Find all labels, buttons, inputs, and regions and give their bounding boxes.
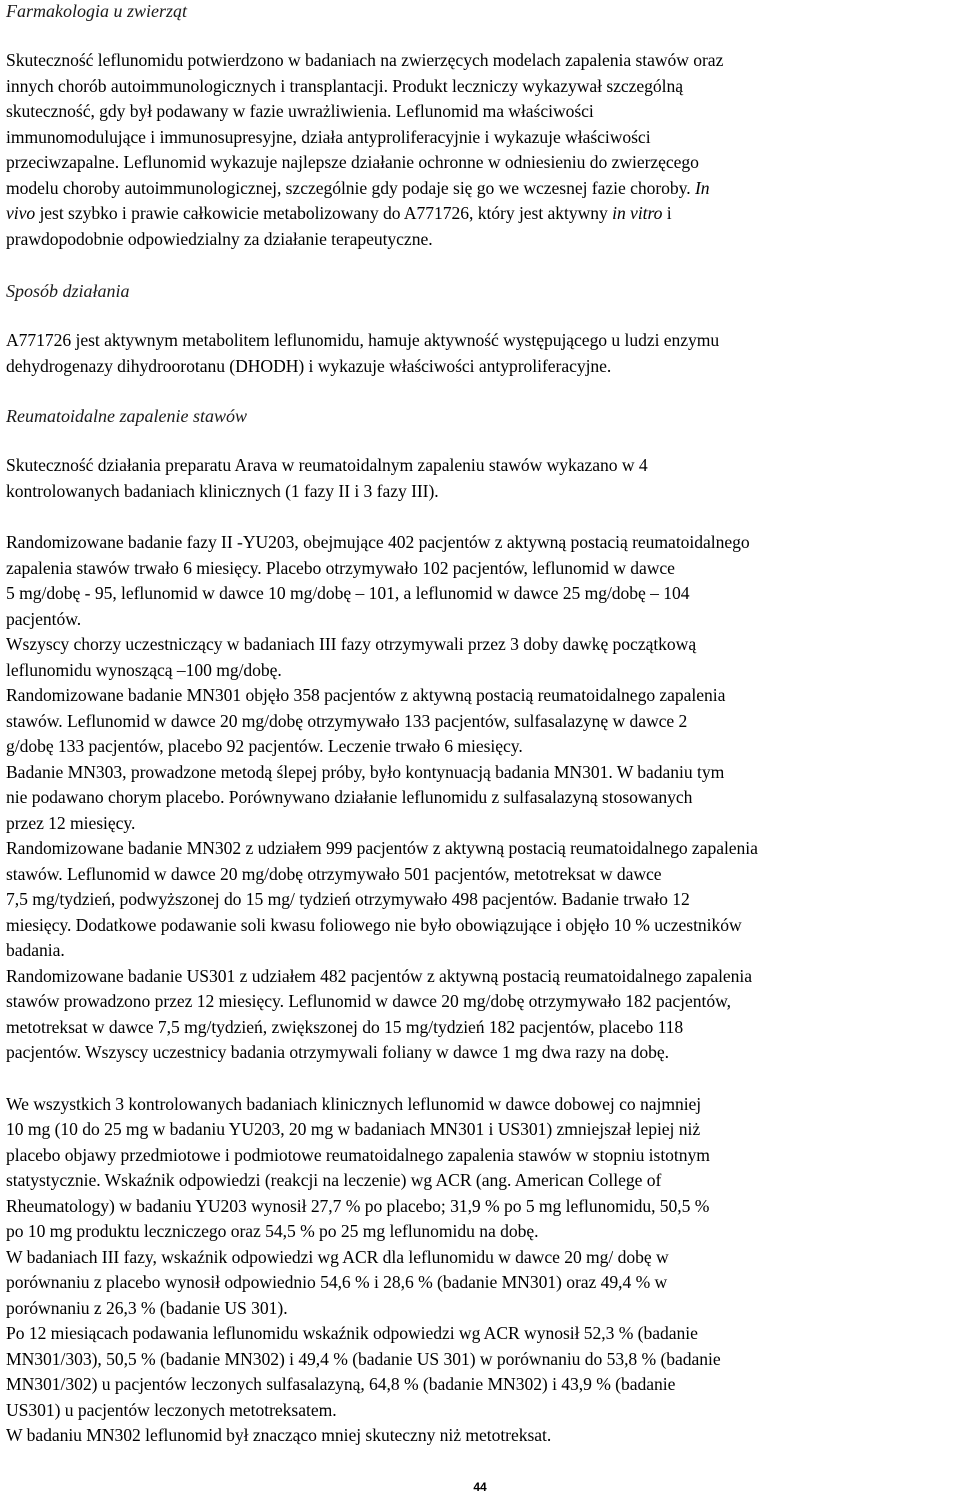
paragraph-pharmacology-text-1: Skuteczność leflunomidu potwierdzono w badaniach na zwierzęcych modelach zapalenia stawów oraz innych chorób autoimmunologicznych i transplantacji. Produkt leczniczy wykazywał szczególną skuteczność, gdy był podawany w fazie uwrażliwienia. Leflunomid ma właściwości immunomodulujące i immunosupresyjne, działa antyproliferacyjnie i wykazuje właściwości przeciwzapalne. Leflunomid wykazuje najlepsze działanie ochronne w odniesieniu do zwierzęcego modelu choroby autoimmunologicznej, szczególnie gdy podaje się go we wczesnej fazie choroby. <box>6 50 724 198</box>
document-page <box>6 0 954 1449</box>
paragraph-pharmacology-text-3: i prawdopodobnie odpowiedzialny za działanie terapeutyczne. <box>6 203 672 249</box>
page-number: 44 <box>473 1480 487 1494</box>
in-vivo-term: In vivo <box>6 177 710 223</box>
paragraph-ra-intro: Skuteczność działania preparatu Arava w reumatoidalnym zapaleniu stawów wykazano w 4 kontrolowanych badaniach klinicznych (1 fazy II i 3 fazy III). <box>6 455 648 501</box>
paragraph-ra-results: We wszystkich 3 kontrolowanych badaniach klinicznych leflunomid w dawce dobowej co najmniej 10 mg (10 do 25 mg w badaniu YU203, 20 mg w badaniach MN301 i US301) zmniejszał lepiej niż placebo objawy przedmiotowe i podmiotowe reumatoidalnego zapalenia stawów w stopniu istotnym statystycznie. Wskaźnik odpowiedzi (reakcji na leczenie) wg ACR (ang. American College of Rheumatology) w badaniu YU203 wynosił 27,7 % po placebo; 31,9 % po 5 mg leflunomidu, 50,5 % po 10 mg produktu leczniczego oraz 54,5 % po 25 mg leflunomidu na dobę. W badaniach III fazy, wskaźnik odpowiedzi wg ACR dla leflunomidu w dawce 20 mg/ dobę w porównaniu z placebo wynosił odpowiednio 54,6 % i 28,6 % (badanie MN301) oraz 49,4 % w porównaniu z 26,3 % (badanie US 301). Po 12 miesiącach podawania leflunomidu wskaźnik odpowiedzi wg ACR wynosił 52,3 % (badanie MN301/303), 50,5 % (badanie MN302) i 49,4 % (badanie US 301) w porównaniu do 53,8 % (badanie MN301/302) u pacjentów leczonych sulfasalazyną, 64,8 % (badanie MN302) i 43,9 % (badanie US301) u pacjentów leczonych metotreksatem. W badaniu MN302 leflunomid był znacząco mniej skuteczny niż metotreksat. <box>6 1093 721 1445</box>
in-vitro-term: in vitro <box>612 203 663 223</box>
paragraph-mechanism: A771726 jest aktywnym metabolitem leflunomidu, hamuje aktywność występującego u ludzi enzymu dehydrogenazy dihydroorotanu (DHODH) i wykazuje właściwości antyproliferacyjne. <box>6 330 720 376</box>
paragraph-pharmacology-text-2: jest szybko i prawie całkowicie metabolizowany do A771726, który jest aktywny <box>35 203 613 223</box>
section-heading-mechanism: Sposób działania <box>6 281 130 301</box>
section-heading-ra: Reumatoidalne zapalenie stawów <box>6 406 247 426</box>
paragraph-ra-studies: Randomizowane badanie fazy II -YU203, obejmujące 402 pacjentów z aktywną postacią reumatoidalnego zapalenia stawów trwało 6 miesięcy. Placebo otrzymywało 102 pacjentów, leflunomid w dawce 5 mg/dobę - 95, leflunomid w dawce 10 mg/dobę – 101, a leflunomid w dawce 25 mg/dobę – 104 pacjentów. Wszyscy chorzy uczestniczący w badaniach III fazy otrzymywali przez 3 doby dawkę początkową leflunomidu wynoszącą –100 mg/dobę. Randomizowane badanie MN301 objęło 358 pacjentów z aktywną postacią reumatoidalnego zapalenia stawów. Leflunomid w dawce 20 mg/dobę otrzymywało 133 pacjentów, sulfasalazynę w dawce 2 g/dobę 133 pacjentów, placebo 92 pacjentów. Leczenie trwało 6 miesięcy. Badanie MN303, prowadzone metodą ślepej próby, było kontynuacją badania MN301. W badaniu tym nie podawano chorym placebo. Porównywano działanie leflunomidu z sulfasalazyną stosowanych przez 12 miesięcy. Randomizowane badanie MN302 z udziałem 999 pacjentów z aktywną postacią reumatoidalnego zapalenia stawów. Leflunomid w dawce 20 mg/dobę otrzymywało 501 pacjentów, metotreksat w dawce 7,5 mg/tydzień, podwyższonej do 15 mg/ tydzień otrzymywało 498 pacjentów. Badanie trwało 12 miesięcy. Dodatkowe podawanie soli kwasu foliowego nie było obowiązujące i objęło 10 % uczestników badania. Randomizowane badanie US301 z udziałem 482 pacjentów z aktywną postacią reumatoidalnego zapalenia stawów prowadzono przez 12 miesięcy. Leflunomid w dawce 20 mg/dobę otrzymywało 182 pacjentów, metotreksat w dawce 7,5 mg/tydzień, zwiększonej do 15 mg/tydzień 182 pacjentów, placebo 118 pacjentów. Wszyscy uczestnicy badania otrzymywali foliany w dawce 1 mg dwa razy na dobę. <box>6 532 758 1062</box>
paragraph-pharmacology <box>6 48 954 252</box>
section-heading-pharmacology: Farmakologia u zwierząt <box>6 1 188 21</box>
